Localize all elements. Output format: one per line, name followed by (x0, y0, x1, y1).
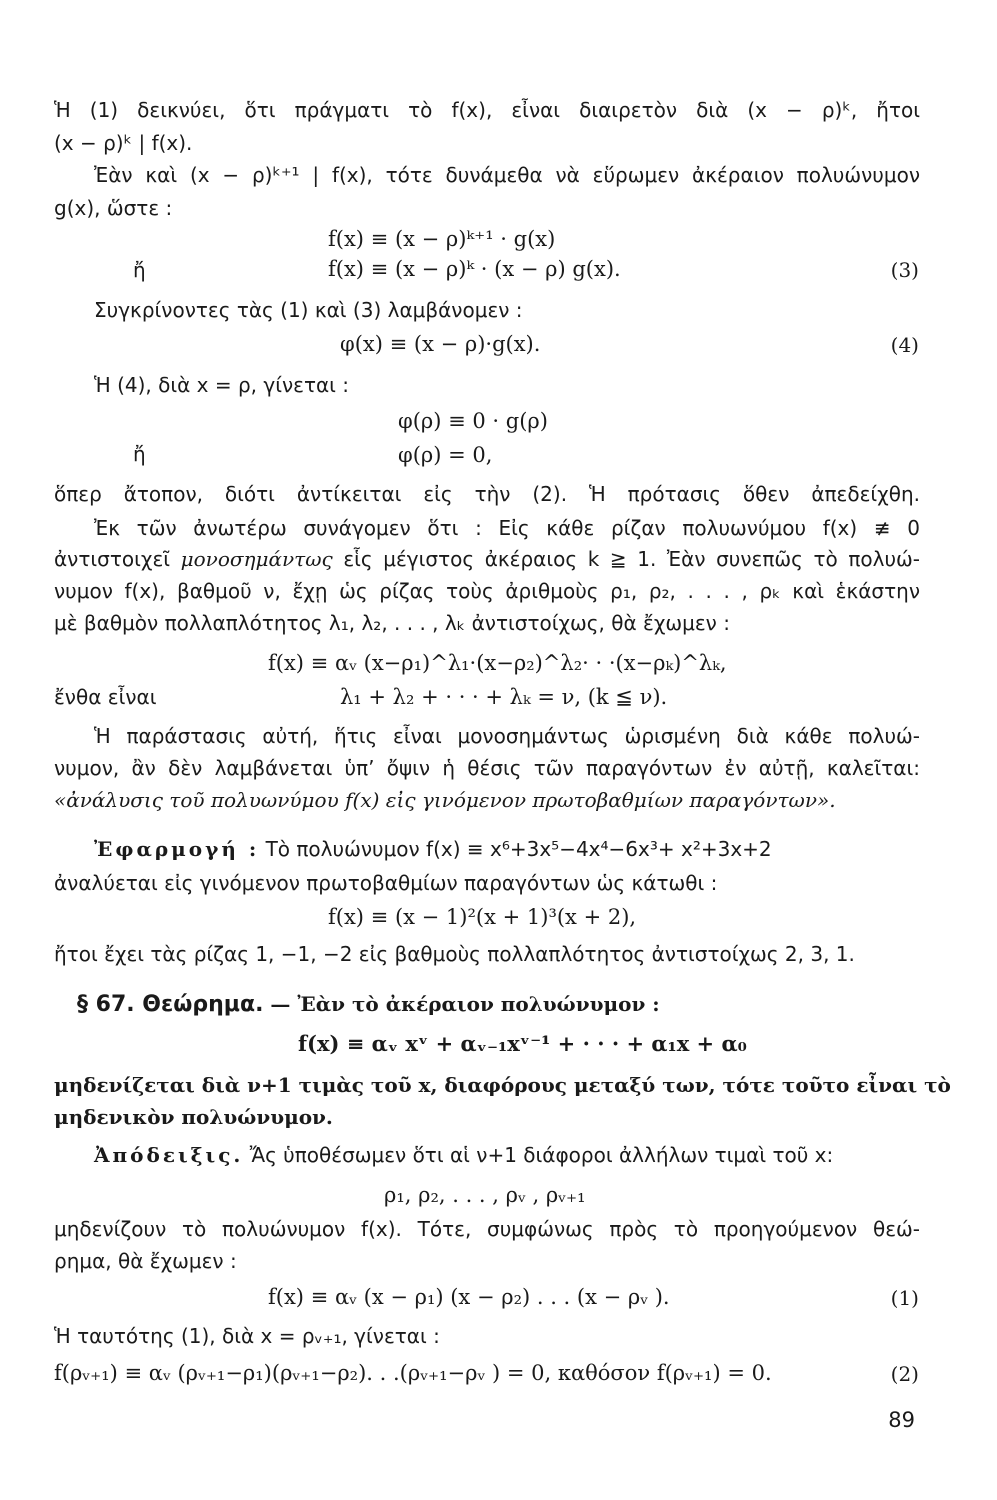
text-line-13: νυμον, ἂν δὲν λαμβάνεται ὑπ’ ὄψιν ἡ θέσις τῶν παραγόντων ἐν αὐτῇ, καλεῖται: (54, 756, 920, 780)
text-line-21: Ἡ ταυτότης (1), διὰ x = ρᵥ₊₁, γίνεται : (54, 1324, 440, 1348)
or-word-1: ἤ (133, 258, 146, 282)
or-word-2: ἤ (133, 442, 146, 466)
text-line-5: Συγκρίνοντες τὰς (1) καὶ (3) λαμβάνομεν : (94, 298, 523, 322)
text-line-10: νυμον f(x), βαθμοῦ ν, ἔχῃ ὡς ρίζας τοὺς ἀριθμοὺς ρ₁, ρ₂, . . . , ρₖ καὶ ἑκάστην (54, 579, 920, 603)
text-line-1: Ἡ (1) δεικνύει, ὅτι πράγματι τὸ f(x), εἶναι διαιρετὸν διὰ (x − ρ)ᵏ, ἤτοι (54, 98, 920, 122)
application-text: Τὸ πολυώνυμον f(x) ≡ x⁶+3x⁵−4x⁴−6x³+ x²+3x+2 (259, 837, 772, 861)
text-line-2: (x − ρ)ᵏ | f(x). (54, 131, 193, 155)
equation-number-1: (1) (890, 1286, 919, 1310)
text-line-19: μηδενίζουν τὸ πολυώνυμον f(x). Τότε, συμφώνως πρὸς τὸ προηγούμενον θεώ- (54, 1217, 920, 1241)
text-line-17: μηδενίζεται διὰ ν+1 τιμὰς τοῦ x, διαφόρους μεταξύ των, τότε τοῦτο εἶναι τὸ (54, 1073, 951, 1097)
equation-number-4: (4) (890, 333, 919, 357)
equation-number-3: (3) (890, 258, 919, 282)
proof-label: Ἀπόδειξις. (94, 1143, 244, 1167)
text-line-12: Ἡ παράστασις αὐτή, ἥτις εἶναι μονοσημάντως ὡρισμένη διὰ κάθε πολυώ- (94, 724, 920, 748)
text-line-3: Ἐὰν καὶ (x − ρ)ᵏ⁺¹ | f(x), τότε δυνάμεθα νὰ εὕρωμεν ἀκέραιον πολυώνυμον (94, 163, 920, 187)
equation-10: ρ₁, ρ₂, . . . , ρᵥ , ρᵥ₊₁ (384, 1183, 586, 1207)
text-line-6: Ἡ (4), διὰ x = ρ, γίνεται : (94, 373, 350, 397)
equation-number-2: (2) (890, 1362, 919, 1386)
section-title: § 67. Θεώρημα. (77, 992, 264, 1017)
equation-9: f(x) ≡ αᵥ xᵛ + αᵥ₋₁xᵛ⁻¹ + · · · + α₁x + α₀ (298, 1031, 747, 1056)
equation-3: φ(x) ≡ (x − ρ)·g(x). (340, 332, 541, 356)
application-label: Ἐφαρμογή : (94, 837, 260, 861)
text-line-9 (54, 546, 920, 572)
equation-7: λ₁ + λ₂ + · · · + λₖ = ν, (k ≦ ν). (340, 685, 668, 709)
text-line-9-italic: μονοσημάντως (180, 547, 333, 571)
proof-text: Ἄς ὑποθέσωμεν ὅτι αἱ ν+1 διάφοροι ἀλλήλων τιμαὶ τοῦ x: (243, 1143, 834, 1167)
text-line-15: ἀναλύεται εἰς γινόμενον πρωτοβαθμίων παραγόντων ὡς κάτωθι : (54, 871, 718, 895)
text-line-9-a: ἀντιστοιχεῖ (54, 547, 181, 571)
application-line (94, 836, 920, 862)
section-heading (77, 991, 660, 1018)
equation-2: f(x) ≡ (x − ρ)ᵏ · (x − ρ) g(x). (328, 257, 621, 281)
equation-12: f(ρᵥ₊₁) ≡ αᵥ (ρᵥ₊₁−ρ₁)(ρᵥ₊₁−ρ₂). . .(ρᵥ₊₁−ρᵥ ) = 0, καθόσον f(ρᵥ₊₁) = 0. (54, 1361, 772, 1385)
equation-11: f(x) ≡ αᵥ (x − ρ₁) (x − ρ₂) . . . (x − ρᵥ ). (268, 1285, 670, 1309)
text-line-4: g(x), ὥστε : (54, 196, 173, 220)
text-line-18: μηδενικὸν πολυώνυμον. (54, 1105, 333, 1129)
equation-6: f(x) ≡ αᵥ (x−ρ₁)^λ₁·(x−ρ₂)^λ₂· · ·(x−ρₖ)^λₖ, (268, 651, 727, 675)
text-line-8: Ἐκ τῶν ἀνωτέρω συνάγομεν ὅτι : Εἰς κάθε ρίζαν πολυωνύμου f(x) ≢ 0 (94, 516, 920, 540)
section-text: — Ἐὰν τὸ ἀκέραιον πολυώνυμον : (263, 992, 660, 1016)
equation-5: φ(ρ) = 0, (398, 443, 493, 467)
text-line-9-c: εἷς μέγιστος ἀκέραιος k ≧ 1. Ἐὰν συνεπῶς τὸ πολυώ- (332, 547, 920, 571)
where-label: ἔνθα εἶναι (54, 685, 157, 709)
equation-4: φ(ρ) ≡ 0 · g(ρ) (398, 409, 548, 433)
proof-line (94, 1142, 920, 1168)
equation-8: f(x) ≡ (x − 1)²(x + 1)³(x + 2), (328, 905, 637, 929)
text-line-7: ὅπερ ἄτοπον, διότι ἀντίκειται εἰς τὴν (2). Ἡ πρότασις ὅθεν ἀπεδείχθη. (54, 482, 920, 506)
text-line-11: μὲ βαθμὸν πολλαπλότητος λ₁, λ₂, . . . , λₖ ἀντιστοίχως, θὰ ἔχωμεν : (54, 611, 730, 635)
text-line-14: «ἀνάλυσις τοῦ πολυωνύμου f(x) εἰς γινόμενον πρωτοβαθμίων παραγόντων». (54, 788, 836, 812)
text-line-16: ἤτοι ἔχει τὰς ρίζας 1, −1, −2 εἰς βαθμοὺς πολλαπλότητος ἀντιστοίχως 2, 3, 1. (54, 942, 855, 966)
page-number: 89 (888, 1408, 915, 1432)
equation-1: f(x) ≡ (x − ρ)ᵏ⁺¹ · g(x) (328, 227, 556, 251)
text-line-20: ρημα, θὰ ἔχωμεν : (54, 1249, 237, 1273)
